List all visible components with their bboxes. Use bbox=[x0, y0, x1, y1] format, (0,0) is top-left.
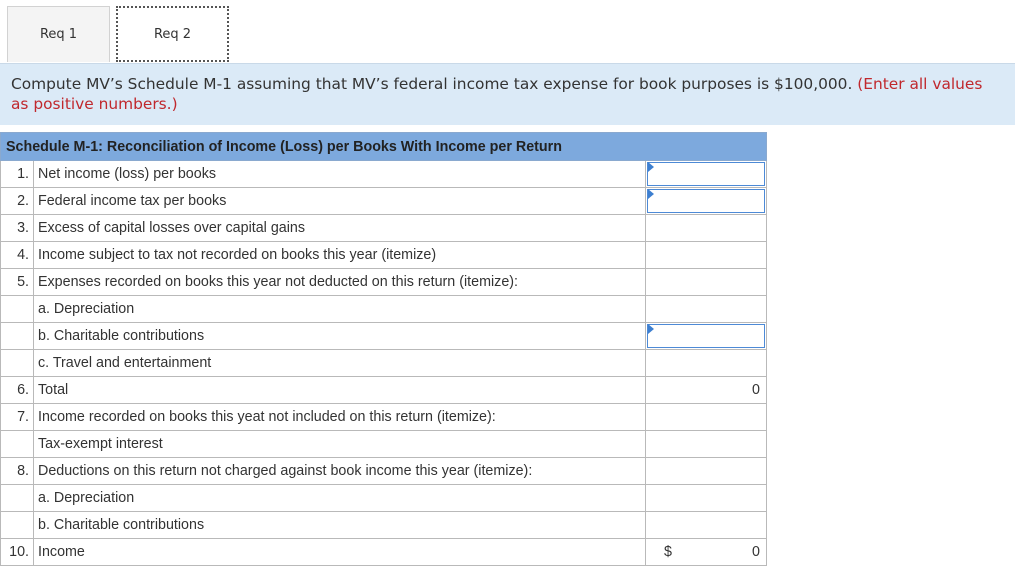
schedule-m1-table bbox=[0, 132, 767, 566]
input-flag-icon bbox=[648, 324, 654, 334]
table-row bbox=[1, 296, 767, 323]
table-row bbox=[1, 539, 767, 566]
table-row bbox=[1, 161, 767, 188]
row-label: Total bbox=[34, 377, 646, 404]
row-label: Income recorded on books this yeat not included on this return (itemize): bbox=[34, 404, 646, 431]
income-cell bbox=[646, 539, 767, 566]
charitable-contributions-input[interactable] bbox=[647, 324, 765, 348]
instructions-note: (Enter all values as positive numbers.) bbox=[11, 75, 983, 113]
total-cell bbox=[646, 377, 767, 404]
tab-req-1[interactable]: Req 1 bbox=[7, 6, 110, 62]
row-number bbox=[1, 485, 34, 512]
table-row bbox=[1, 512, 767, 539]
table-row bbox=[1, 269, 767, 296]
row-label: a. Depreciation bbox=[34, 296, 646, 323]
charitable-cell bbox=[646, 323, 767, 350]
row-label: Excess of capital losses over capital gains bbox=[34, 215, 646, 242]
row-label: Federal income tax per books bbox=[34, 188, 646, 215]
row-label: c. Travel and entertainment bbox=[34, 350, 646, 377]
table-row bbox=[1, 458, 767, 485]
row-number bbox=[1, 431, 34, 458]
row-label: Expenses recorded on books this year not deducted on this return (itemize): bbox=[34, 269, 646, 296]
row-label: b. Charitable contributions bbox=[34, 323, 646, 350]
row-label: Tax-exempt interest bbox=[34, 431, 646, 458]
input-flag-icon bbox=[648, 162, 654, 172]
federal-tax-cell bbox=[646, 188, 767, 215]
table-row bbox=[1, 350, 767, 377]
row-number: 5. bbox=[1, 269, 34, 296]
table-row bbox=[1, 323, 767, 350]
row-label: Income bbox=[34, 539, 646, 566]
total-value: 0 bbox=[752, 382, 760, 398]
value-cell bbox=[646, 242, 767, 269]
value-cell bbox=[646, 431, 767, 458]
row-number bbox=[1, 323, 34, 350]
row-number bbox=[1, 296, 34, 323]
value-cell bbox=[646, 512, 767, 539]
schedule-title: Schedule M-1: Reconciliation of Income (Loss) per Books With Income per Return bbox=[1, 133, 767, 161]
value-cell bbox=[646, 269, 767, 296]
table-row bbox=[1, 431, 767, 458]
row-number: 8. bbox=[1, 458, 34, 485]
net-income-input[interactable] bbox=[647, 162, 765, 186]
row-number: 10. bbox=[1, 539, 34, 566]
value-cell bbox=[646, 350, 767, 377]
row-label: Deductions on this return not charged against book income this year (itemize): bbox=[34, 458, 646, 485]
currency-symbol: $ bbox=[664, 544, 672, 560]
value-cell bbox=[646, 404, 767, 431]
table-row bbox=[1, 377, 767, 404]
value-cell bbox=[646, 296, 767, 323]
table-header bbox=[1, 133, 767, 161]
value-cell bbox=[646, 485, 767, 512]
row-label: a. Depreciation bbox=[34, 485, 646, 512]
income-value: 0 bbox=[752, 544, 760, 560]
row-number: 7. bbox=[1, 404, 34, 431]
net-income-cell bbox=[646, 161, 767, 188]
instructions-text: Compute MV’s Schedule M-1 assuming that MV’s federal income tax expense for book purposes is $100,000. bbox=[11, 75, 853, 93]
federal-tax-input[interactable] bbox=[647, 189, 765, 213]
row-number: 3. bbox=[1, 215, 34, 242]
tab-req-2[interactable]: Req 2 bbox=[116, 6, 229, 62]
row-label: Net income (loss) per books bbox=[34, 161, 646, 188]
table-row bbox=[1, 242, 767, 269]
row-number bbox=[1, 350, 34, 377]
row-number: 1. bbox=[1, 161, 34, 188]
row-number: 4. bbox=[1, 242, 34, 269]
row-number bbox=[1, 512, 34, 539]
instructions-panel bbox=[0, 63, 1015, 125]
row-number: 6. bbox=[1, 377, 34, 404]
value-cell bbox=[646, 458, 767, 485]
row-label: Income subject to tax not recorded on books this year (itemize) bbox=[34, 242, 646, 269]
input-flag-icon bbox=[648, 189, 654, 199]
table-row bbox=[1, 485, 767, 512]
row-number: 2. bbox=[1, 188, 34, 215]
value-cell bbox=[646, 215, 767, 242]
row-label: b. Charitable contributions bbox=[34, 512, 646, 539]
table-row bbox=[1, 404, 767, 431]
tab-bar bbox=[0, 0, 1015, 64]
table-row bbox=[1, 215, 767, 242]
table-row bbox=[1, 188, 767, 215]
